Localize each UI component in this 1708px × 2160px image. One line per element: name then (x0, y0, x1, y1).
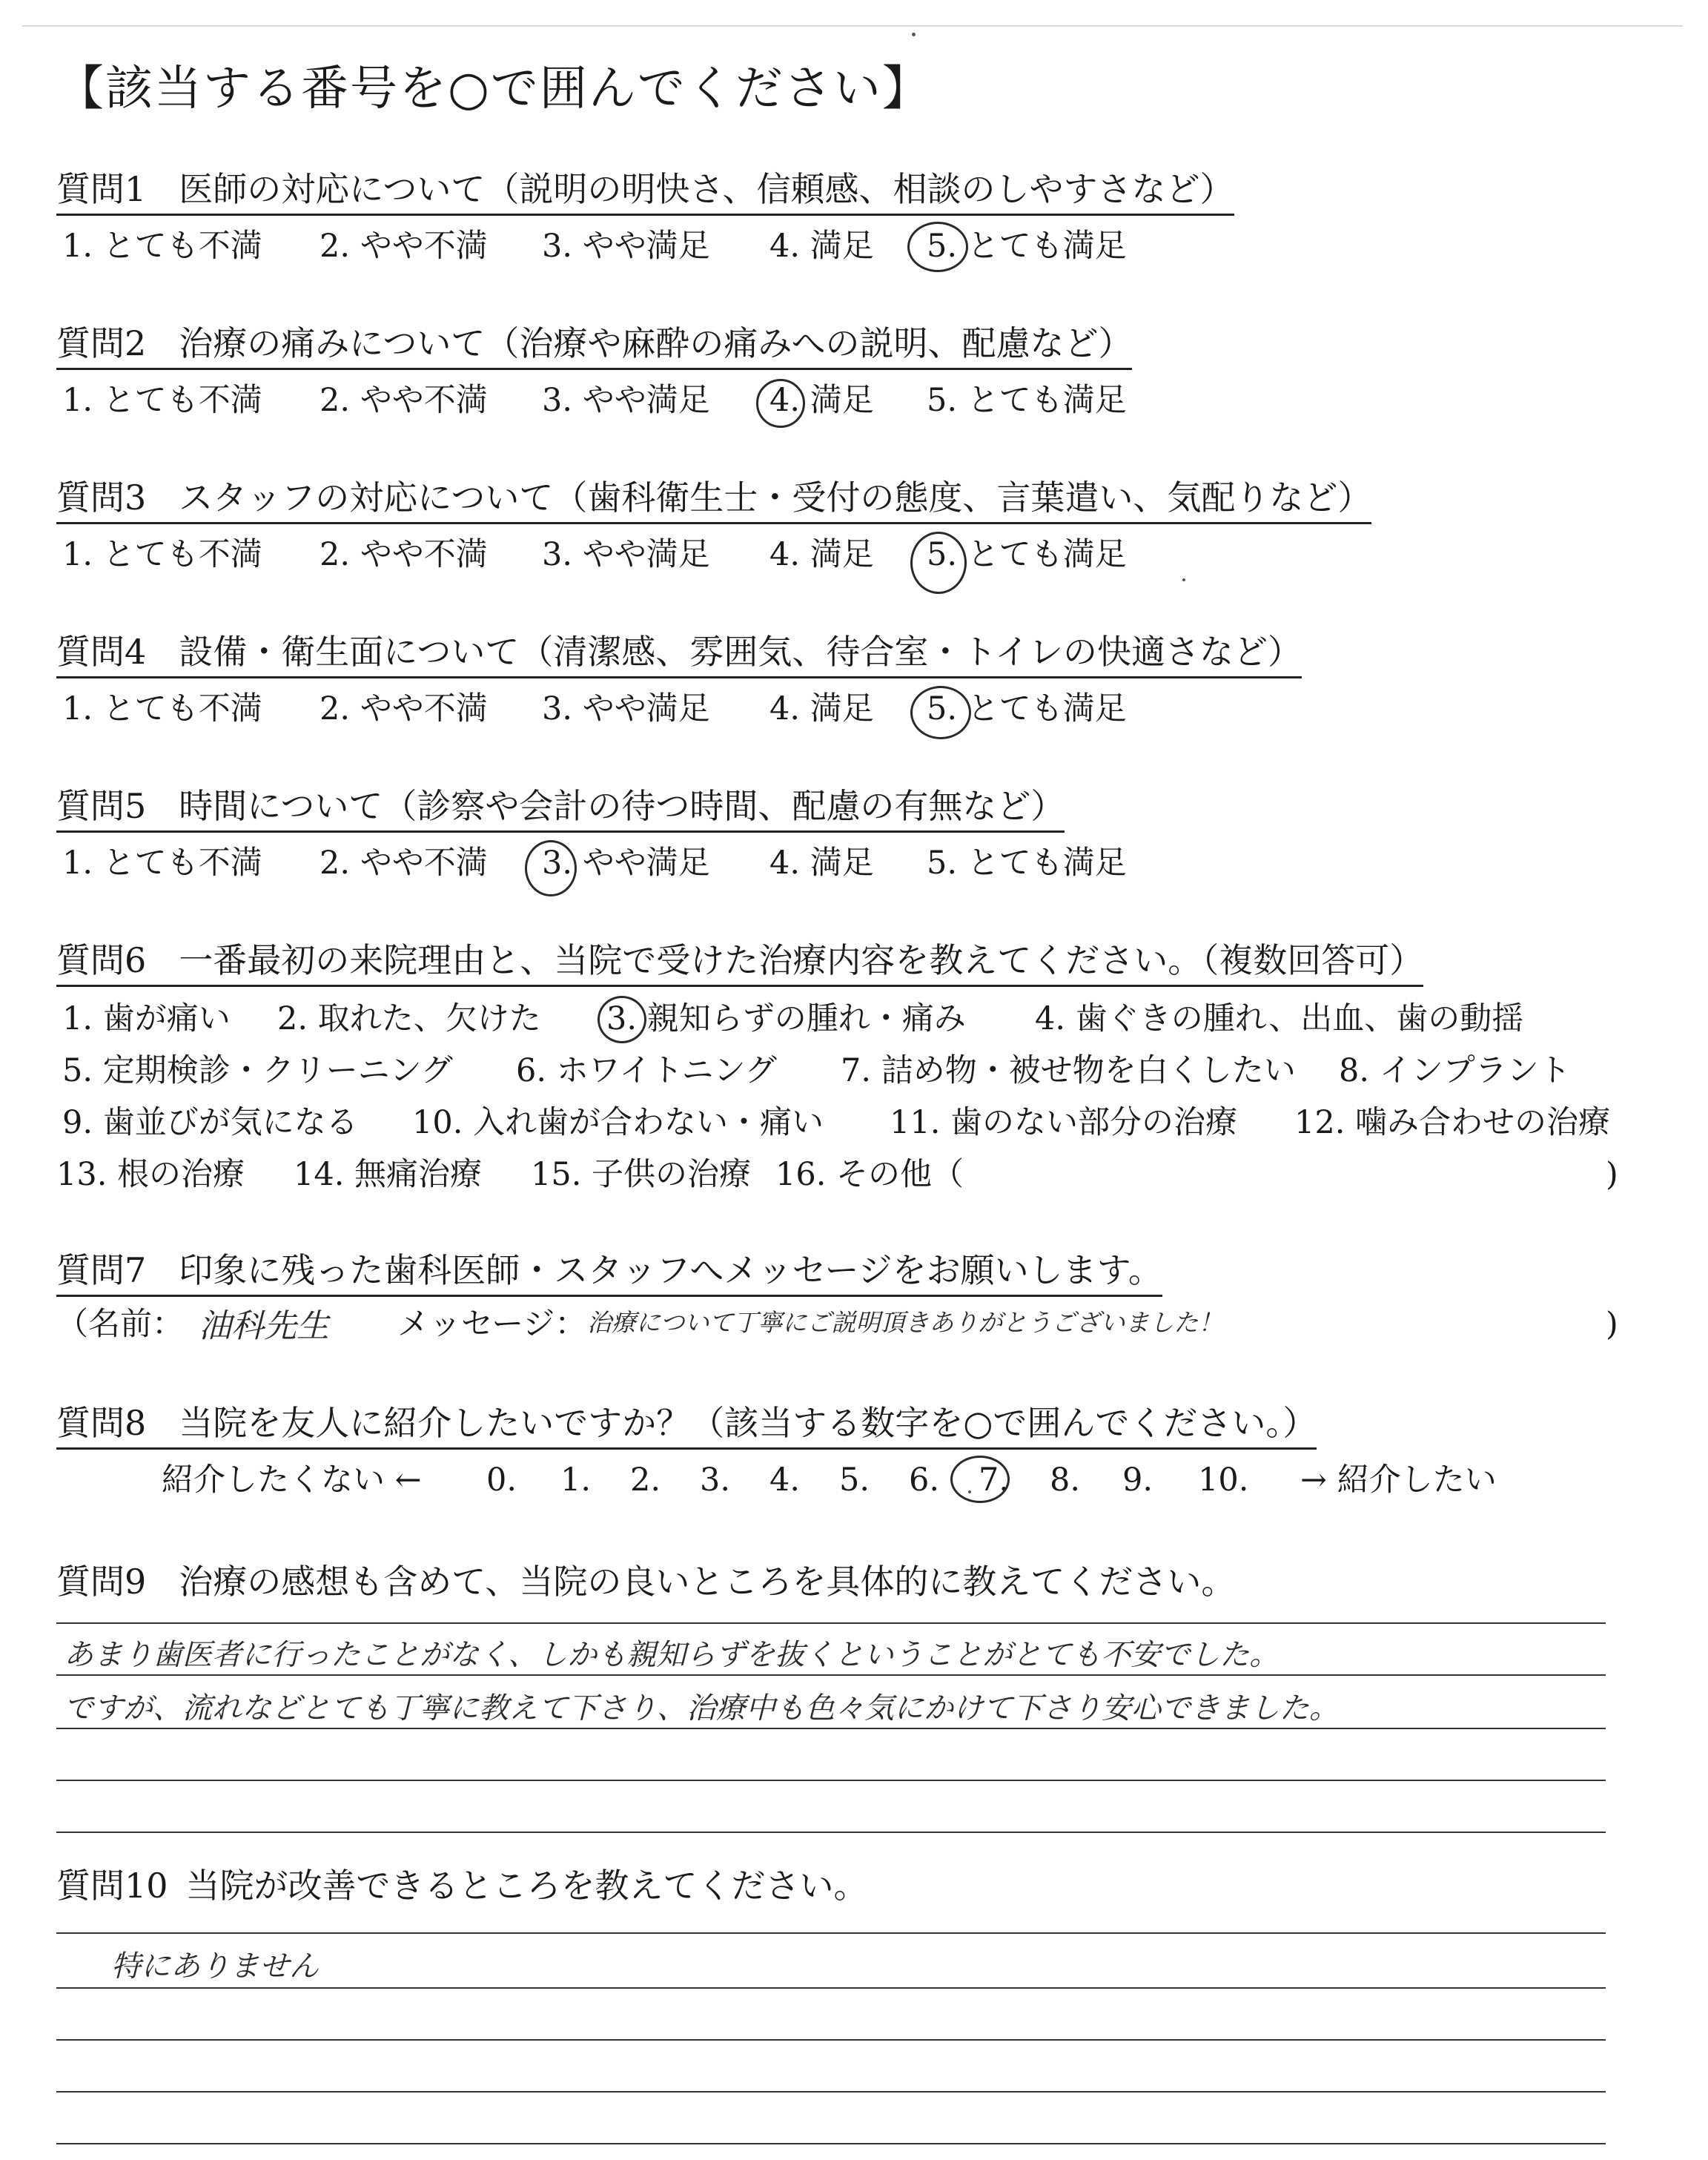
answer-line (56, 2091, 1606, 2093)
selection-circle (525, 840, 577, 896)
option-8[interactable]: 8. インプラント (1339, 1052, 1571, 1089)
selection-circle (756, 379, 805, 428)
answer-line (56, 1832, 1606, 1833)
q10-answer[interactable]: 特にありません (111, 1949, 319, 1984)
scan-edge-line (22, 25, 1683, 27)
question-7-number: 質問7 (56, 1250, 147, 1290)
scale-4[interactable]: 4. (769, 1462, 801, 1499)
scale-3[interactable]: 3. (700, 1462, 731, 1499)
question-6-heading (56, 940, 1424, 987)
answer-line (56, 1674, 1606, 1676)
question-8-scale (56, 1464, 1665, 1509)
option-5[interactable]: 5. とても満足 (927, 382, 1127, 419)
question-2-text: 治療の痛みについて（治療や麻酔の痛みへの説明、配慮など） (179, 323, 1133, 363)
question-7-heading (56, 1250, 1162, 1297)
scale-6[interactable]: 6. (909, 1462, 940, 1499)
question-8-heading (56, 1403, 1317, 1450)
question-2-heading (56, 323, 1133, 370)
question-2 (56, 323, 1665, 429)
option-2[interactable]: 2. やや不満 (320, 228, 488, 265)
option-1[interactable]: 1. とても不満 (62, 536, 262, 573)
selection-circle (598, 996, 646, 1043)
question-1-heading (56, 169, 1234, 216)
scale-2[interactable]: 2. (630, 1462, 661, 1499)
option-16[interactable]: 16. その他（ (775, 1156, 964, 1193)
scan-speck (1182, 578, 1185, 581)
option-2[interactable]: 2. 取れた、欠けた (277, 1000, 541, 1037)
scale-10[interactable]: 10. (1198, 1462, 1249, 1499)
question-10-heading (56, 1866, 868, 1910)
option-3[interactable]: 3. やや満足 (542, 228, 710, 265)
message-value[interactable]: 治療について丁寧にご説明頂きありがとうございました！ (587, 1308, 1223, 1337)
option-2[interactable]: 2. やや不満 (320, 536, 488, 573)
answer-line (56, 1932, 1606, 1934)
option-1[interactable]: 1. 歯が痛い (62, 1000, 231, 1037)
answer-line (56, 1728, 1606, 1729)
question-2-options (56, 382, 1665, 429)
q9-answer-line-1[interactable]: あまり歯医者に行ったことがなく、しかも親知らずを抜くということがとても不安でした。 (64, 1638, 1280, 1672)
question-3-options (56, 536, 1665, 584)
question-9 (56, 1562, 1665, 1606)
option-5[interactable]: 5. とても満足 (927, 690, 1127, 727)
question-4-text: 設備・衛生面について（清潔感、雰囲気、待合室・トイレの快適さなど） (179, 632, 1302, 672)
answer-line (56, 2039, 1606, 2041)
question-2-number: 質問2 (56, 323, 147, 363)
selection-circle (910, 686, 971, 739)
question-7-answer (56, 1306, 1665, 1353)
option-9[interactable]: 9. 歯並びが気になる (62, 1104, 358, 1141)
question-3 (56, 480, 1665, 584)
option-3[interactable]: 3. やや満足 (542, 690, 710, 727)
option-1[interactable]: 1. とても不満 (62, 690, 262, 727)
question-1 (56, 169, 1665, 275)
message-label: メッセージ： (397, 1306, 587, 1343)
option-11[interactable]: 11. 歯のない部分の治療 (890, 1104, 1238, 1141)
question-9-number: 質問9 (56, 1562, 147, 1602)
option-1[interactable]: 1. とても不満 (62, 228, 262, 265)
option-6[interactable]: 6. ホワイトニング (516, 1052, 777, 1089)
option-5[interactable]: 5. とても満足 (927, 536, 1127, 573)
name-label: （名前： (56, 1306, 184, 1343)
option-7[interactable]: 7. 詰め物・被せ物を白くしたい (841, 1052, 1296, 1089)
question-6-number: 質問6 (56, 940, 147, 980)
question-8 (56, 1403, 1665, 1509)
scan-speck (912, 33, 916, 36)
option-4[interactable]: 4. 歯ぐきの腫れ、出血、歯の動揺 (1035, 1000, 1524, 1037)
scale-1[interactable]: 1. (560, 1462, 592, 1499)
question-4-options (56, 690, 1665, 738)
option-5[interactable]: 5. とても満足 (927, 228, 1127, 265)
form-title: 【該当する番号を○で囲んでください】 (56, 62, 931, 116)
scale-7[interactable]: 7. (979, 1462, 1010, 1499)
question-6-row (56, 1052, 1665, 1107)
answer-line (56, 1987, 1606, 1989)
option-12[interactable]: 12. 噛み合わせの治療 (1294, 1104, 1611, 1141)
scale-8[interactable]: 8. (1050, 1462, 1081, 1499)
option-2[interactable]: 2. やや不満 (320, 382, 488, 419)
scale-5[interactable]: 5. (839, 1462, 870, 1499)
option-4[interactable]: 4. 満足 (769, 690, 874, 727)
question-5-number: 質問5 (56, 786, 147, 826)
question-7-text: 印象に残った歯科医師・スタッフへメッセージをお願いします。 (179, 1250, 1162, 1290)
question-1-number: 質問1 (56, 169, 147, 209)
option-16-close-paren: ) (1606, 1156, 1618, 1193)
option-14[interactable]: 14. 無痛治療 (294, 1156, 483, 1193)
selection-circle (907, 222, 968, 272)
option-4[interactable]: 4. 満足 (769, 382, 874, 419)
question-10-text: 当院が改善できるところを教えてください。 (185, 1866, 868, 1906)
option-1[interactable]: 1. とても不満 (62, 382, 262, 419)
question-6-row (56, 1000, 1665, 1055)
question-7 (56, 1250, 1665, 1353)
option-15[interactable]: 15. 子供の治療 (531, 1156, 752, 1193)
question-8-text: 当院を友人に紹介したいですか？（該当する数字を○で囲んでください。） (179, 1403, 1317, 1443)
question-5-heading (56, 786, 1065, 833)
selection-circle (910, 532, 967, 594)
question-1-options (56, 228, 1665, 275)
question-4-heading (56, 632, 1302, 678)
question-5 (56, 786, 1665, 892)
answer-line (56, 1622, 1606, 1624)
option-5[interactable]: 5. とても満足 (927, 845, 1127, 882)
question-9-heading (56, 1562, 1236, 1606)
question-10-number: 質問10 (56, 1866, 168, 1906)
name-value[interactable]: 油科先生 (199, 1307, 329, 1345)
question-5-text: 時間について（診察や会計の待つ時間、配慮の有無など） (179, 786, 1065, 826)
question-4-number: 質問4 (56, 632, 147, 672)
option-5[interactable]: 5. 定期検診・クリーニング (62, 1052, 453, 1089)
scale-left-label: 紹介したくない ← (162, 1462, 422, 1499)
option-3[interactable]: 3. やや満足 (542, 382, 710, 419)
q9-answer-line-2[interactable]: ですが、流れなどとても丁寧に教えて下さり、治療中も色々気にかけて下さり安心できました。 (64, 1691, 1339, 1725)
question-10 (56, 1866, 1665, 1910)
option-3[interactable]: 3. やや満足 (542, 536, 710, 573)
question-3-text: スタッフの対応について（歯科衛生士・受付の態度、言葉遣い、気配りなど） (179, 478, 1372, 518)
option-4[interactable]: 4. 満足 (769, 845, 874, 882)
question-3-heading (56, 480, 1371, 524)
scale-0[interactable]: 0. (486, 1462, 517, 1499)
option-4[interactable]: 4. 満足 (769, 228, 874, 265)
message-close-paren: ) (1606, 1306, 1618, 1343)
question-1-text: 医師の対応について（説明の明快さ、信頼感、相談のしやすさなど） (179, 169, 1234, 209)
option-13[interactable]: 13. 根の治療 (56, 1156, 245, 1193)
scan-speck (968, 1490, 971, 1493)
answer-line (56, 2143, 1606, 2144)
option-2[interactable]: 2. やや不満 (320, 845, 488, 882)
selection-circle (950, 1456, 1010, 1503)
scale-9[interactable]: 9. (1122, 1462, 1153, 1499)
option-3[interactable]: 3. やや満足 (542, 845, 710, 882)
question-6 (56, 940, 1665, 1211)
answer-line (56, 1780, 1606, 1781)
question-9-text: 治療の感想も含めて、当院の良いところを具体的に教えてください。 (179, 1562, 1236, 1602)
question-3-number: 質問3 (56, 478, 147, 518)
question-6-text: 一番最初の来院理由と、当院で受けた治療内容を教えてください。（複数回答可） (179, 940, 1424, 980)
option-3[interactable]: 3. 親知らずの腫れ・痛み (606, 1000, 966, 1037)
option-1[interactable]: 1. とても不満 (62, 845, 262, 882)
option-2[interactable]: 2. やや不満 (320, 690, 488, 727)
question-4 (56, 632, 1665, 738)
option-4[interactable]: 4. 満足 (769, 536, 874, 573)
question-6-row (56, 1104, 1665, 1159)
question-8-number: 質問8 (56, 1403, 147, 1443)
option-10[interactable]: 10. 入れ歯が合わない・痛い (412, 1104, 824, 1141)
question-6-options (56, 1000, 1665, 1211)
question-5-options (56, 845, 1665, 892)
scale-right-label: → 紹介したい (1300, 1462, 1497, 1499)
question-6-row (56, 1156, 1665, 1211)
